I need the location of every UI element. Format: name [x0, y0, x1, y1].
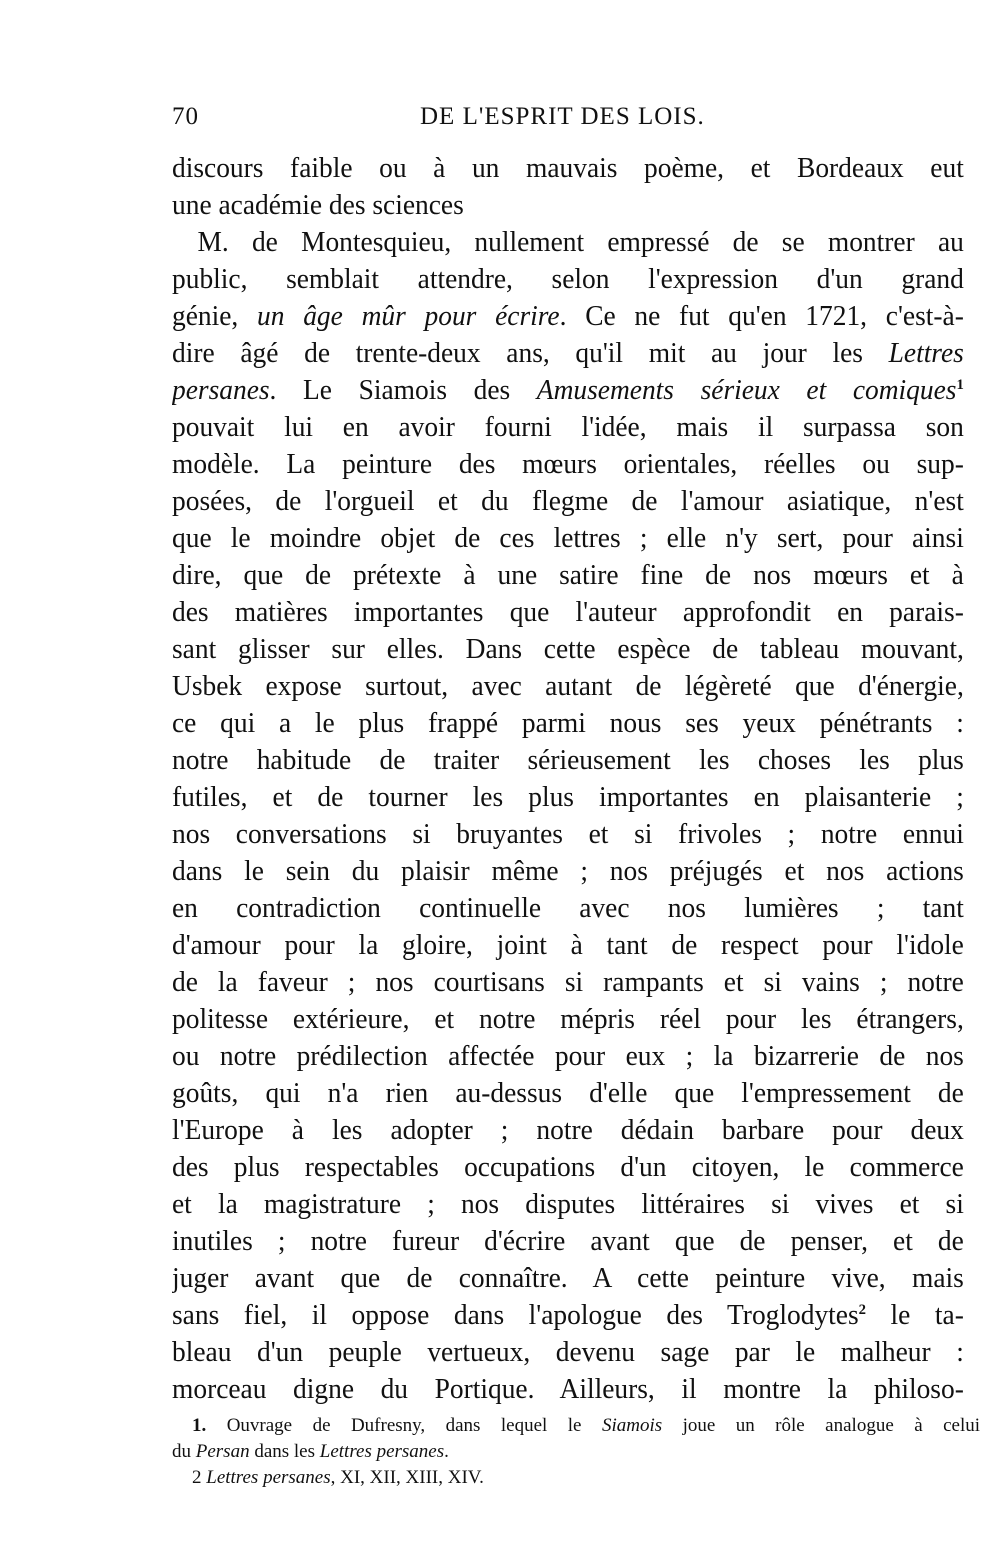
footnote-line	[172, 1439, 980, 1465]
text-segment: dire âgé de trente-deux ans, qu'il mit au jour les	[172, 338, 889, 369]
text-line	[172, 150, 964, 187]
text-segment: . Le Siamois des	[269, 375, 537, 406]
text-line	[172, 668, 964, 705]
text-segment: ce qui a le plus frappé parmi nous ses yeux pénétrants :	[172, 708, 964, 739]
text-segment: d'amour pour la gloire, joint à tant de respect pour l'idole	[172, 930, 964, 961]
text-segment: 1.	[192, 1415, 227, 1436]
italic-text: Lettres persanes	[206, 1467, 331, 1488]
text-line	[172, 1223, 964, 1260]
text-segment: notre habitude de traiter sérieusement les choses les plus	[172, 745, 964, 776]
text-line	[172, 557, 964, 594]
text-line	[172, 816, 964, 853]
text-line	[172, 927, 964, 964]
text-segment: public, semblait attendre, selon l'expression d'un grand	[172, 264, 964, 295]
italic-text: un âge mûr pour écrire	[257, 301, 560, 332]
text-segment: sant glisser sur elles. Dans cette espèce de tableau mouvant,	[172, 634, 964, 665]
text-segment: génie,	[172, 301, 258, 332]
text-line	[172, 631, 964, 668]
text-line	[172, 1371, 964, 1408]
text-line	[172, 1334, 964, 1371]
text-segment: bleau d'un peuple vertueux, devenu sage par le malheur :	[172, 1337, 964, 1368]
text-segment: goûts, qui n'a rien au-dessus d'elle que l'empressement de	[172, 1078, 964, 1109]
text-segment: et la magistrature ; nos disputes littéraires si vives et si	[172, 1189, 964, 1220]
text-segment: juger avant que de connaître. A cette peinture vive, mais	[172, 1263, 964, 1294]
text-segment: du	[172, 1441, 196, 1462]
text-segment: modèle. La peinture des mœurs orientales, réelles ou sup-	[172, 449, 964, 480]
italic-text: Siamois	[601, 1415, 663, 1436]
text-segment: 2	[192, 1467, 207, 1488]
text-line	[172, 742, 964, 779]
footnote-ref: 2	[858, 1302, 867, 1318]
text-segment: Usbek expose surtout, avec autant de légèreté que d'énergie,	[172, 671, 964, 702]
text-segment: ou notre prédilection affectée pour eux ; la bizarrerie de nos	[172, 1041, 964, 1072]
text-line	[172, 853, 964, 890]
footnote-ref: 1	[956, 377, 964, 393]
text-segment: morceau digne du Portique. Ailleurs, il montre la philoso-	[172, 1374, 964, 1405]
text-line	[172, 335, 964, 372]
footnotes	[172, 1413, 980, 1491]
text-segment: Ouvrage de Dufresny, dans lequel le	[226, 1415, 602, 1436]
text-segment: une académie des sciences	[172, 190, 464, 221]
running-title: DE L'ESPRIT DES LOIS.	[420, 103, 705, 130]
text-segment: dans les	[249, 1441, 320, 1462]
italic-text: Persan	[195, 1441, 250, 1462]
text-line	[172, 446, 964, 483]
text-segment: le ta-	[866, 1300, 964, 1331]
text-segment: discours faible ou à un mauvais poème, et Bordeaux eut	[172, 153, 964, 184]
footnote-line	[172, 1413, 980, 1439]
text-line	[172, 594, 964, 631]
text-segment: inutiles ; notre fureur d'écrire avant que de penser, et de	[172, 1226, 964, 1257]
italic-text: Lettres	[888, 338, 964, 369]
text-segment: pouvait lui en avoir fourni l'idée, mais il surpassa son	[172, 412, 964, 443]
text-segment: dire, que de prétexte à une satire fine de nos mœurs et à	[172, 560, 964, 591]
text-segment: de la faveur ; nos courtisans si rampants et si vains ; notre	[172, 967, 964, 998]
text-line	[172, 1186, 964, 1223]
text-line	[172, 261, 964, 298]
text-line	[172, 298, 964, 335]
text-line	[172, 483, 964, 520]
text-segment: que le moindre objet de ces lettres ; elle n'y sert, pour ainsi	[172, 523, 964, 554]
text-line	[172, 224, 964, 261]
body-text	[172, 150, 980, 1408]
text-line	[172, 409, 964, 446]
text-line	[172, 1297, 964, 1334]
text-line	[172, 1038, 964, 1075]
text-segment: .	[444, 1441, 449, 1462]
text-segment: posées, de l'orgueil et du flegme de l'amour asiatique, n'est	[172, 486, 964, 517]
text-segment: en contradiction continuelle avec nos lumières ; tant	[172, 893, 964, 924]
italic-text: Amusements sérieux et comiques	[536, 375, 957, 406]
text-line	[172, 705, 964, 742]
text-line	[172, 890, 964, 927]
text-segment: des matières importantes que l'auteur approfondit en parais-	[172, 597, 964, 628]
text-line	[172, 964, 964, 1001]
text-line	[172, 1260, 964, 1297]
text-segment: sans fiel, il oppose dans l'apologue des Troglodytes	[172, 1300, 859, 1331]
text-line	[172, 1001, 964, 1038]
text-segment: dans le sein du plaisir même ; nos préjugés et nos actions	[172, 856, 964, 887]
text-line	[172, 1149, 964, 1186]
text-line	[172, 372, 964, 409]
text-segment: M. de Montesquieu, nullement empressé de se montrer au	[197, 227, 964, 258]
text-segment: futiles, et de tourner les plus importantes en plaisanterie ;	[172, 782, 964, 813]
text-line	[172, 187, 964, 224]
italic-text: persanes	[172, 375, 270, 406]
text-line	[172, 520, 964, 557]
italic-text: Lettres persanes	[319, 1441, 445, 1462]
text-segment: politesse extérieure, et notre mépris réel pour les étrangers,	[172, 1004, 964, 1035]
text-segment: . Ce ne fut qu'en 1721, c'est-à-	[559, 301, 964, 332]
footnote-line	[172, 1465, 980, 1491]
text-line	[172, 1112, 964, 1149]
text-segment: des plus respectables occupations d'un citoyen, le commerce	[172, 1152, 964, 1183]
text-segment: nos conversations si bruyantes et si frivoles ; notre ennui	[172, 819, 964, 850]
text-line	[172, 779, 964, 816]
text-segment: l'Europe à les adopter ; notre dédain barbare pour deux	[172, 1115, 964, 1146]
text-segment: joue un rôle analogue à celui	[662, 1415, 981, 1436]
text-line	[172, 1075, 964, 1112]
page-number: 70	[172, 103, 199, 130]
text-segment: , XI, XII, XIII, XIV.	[330, 1467, 484, 1488]
